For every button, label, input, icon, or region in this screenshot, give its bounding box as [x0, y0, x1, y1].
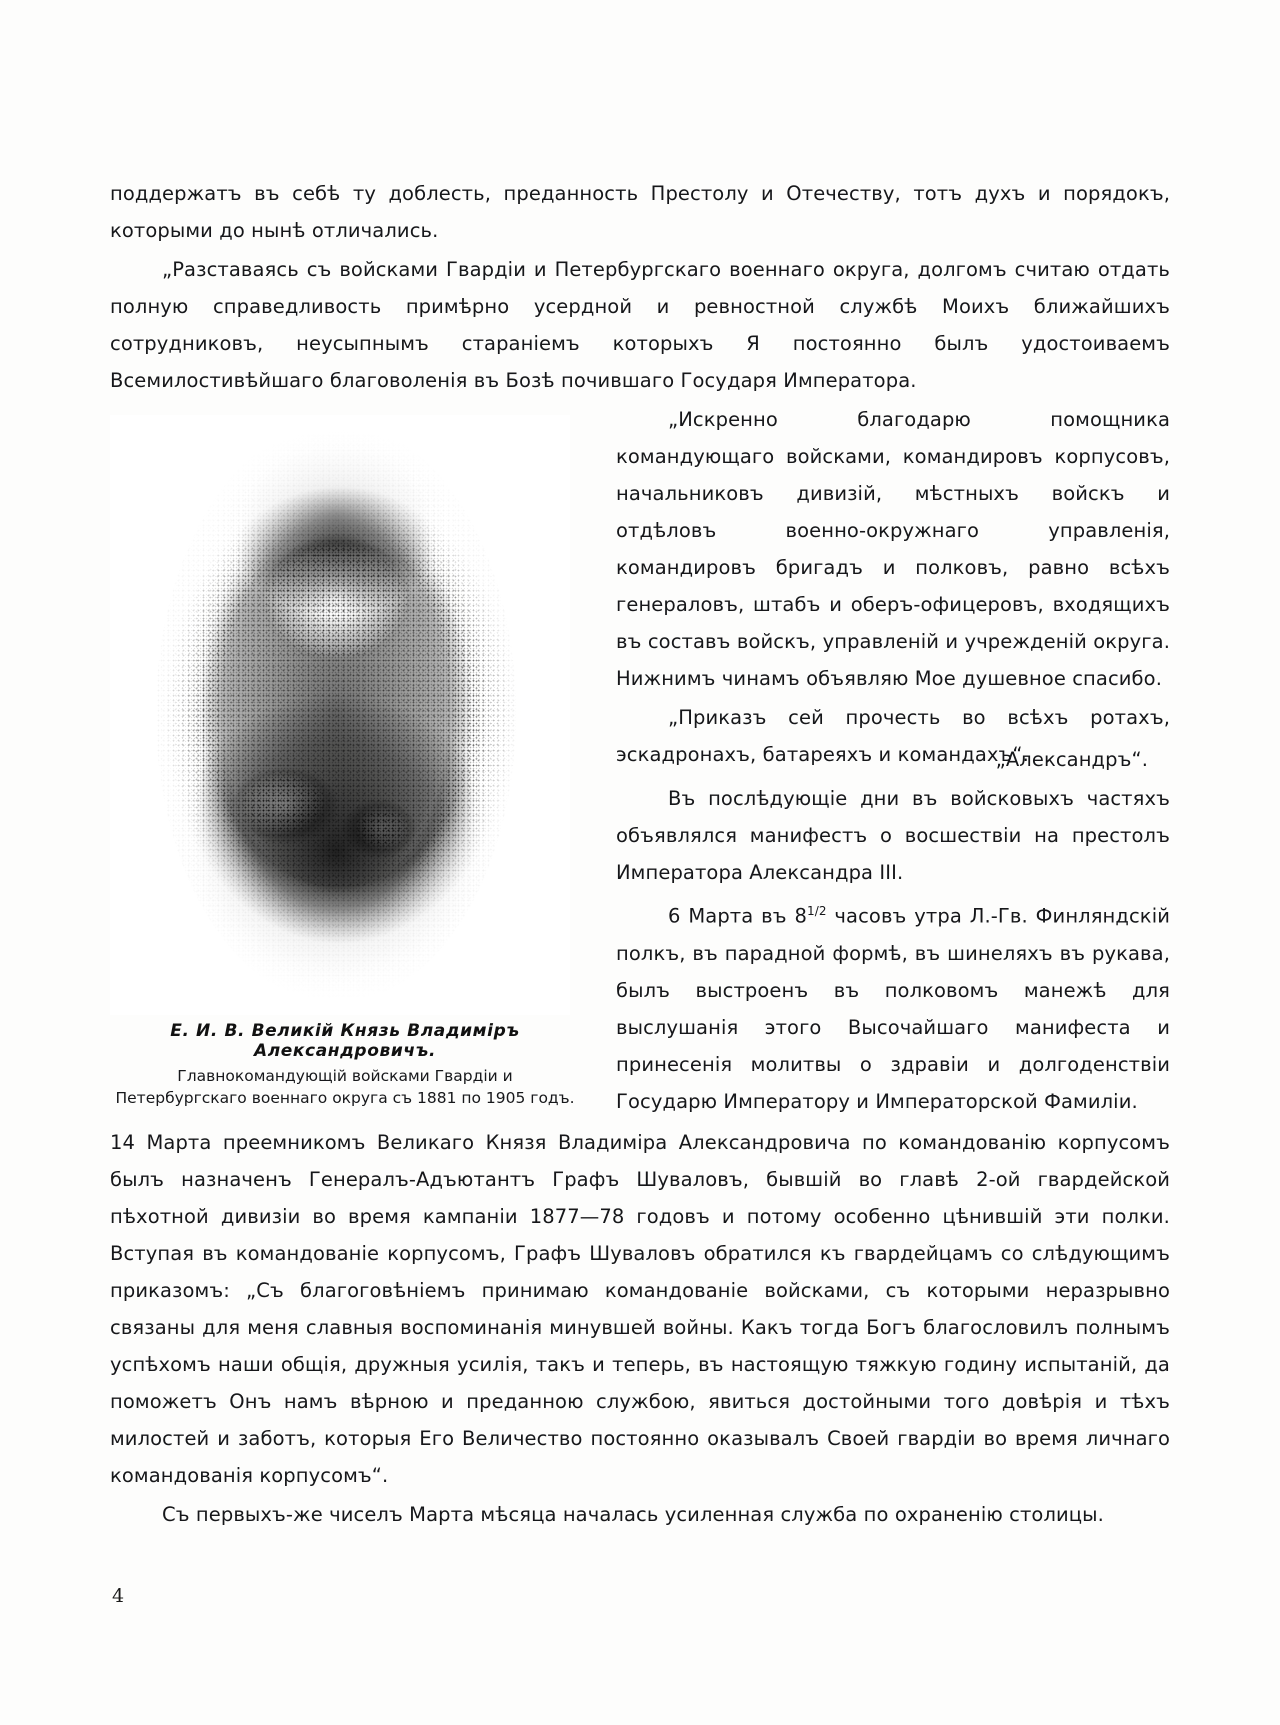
intro-block: [110, 175, 1170, 399]
paragraph-shuvalov: 14 Марта преемникомъ Великаго Князя Владиміра Александровича по командованію корпусомъ былъ назначенъ Генералъ-Адъютантъ Графъ Шуваловъ, бывшій во главѣ 2-ой гвардейской пѣхотной дивизіи во время кампаніи 1877—78 годовъ и потому особенно цѣнившій эти полки. Вступая въ командованіе корпусомъ, Графъ Шуваловъ обратился къ гвардейцамъ со слѣдующимъ приказомъ: „Съ благоговѣніемъ принимаю командованіе войсками, съ которыми неразрывно связаны для меня славныя воспоминанія минувшей войны. Какъ тогда Богъ благословилъ полнымъ успѣхомъ наши общія, дружныя усилія, такъ и теперь, въ настоящую тяжкую годину испытаній, да поможетъ Онъ намъ вѣрною и преданною службою, явиться достойными того довѣрія и тѣхъ милостей и заботъ, которыя Его Величество постоянно оказывалъ Своей гвардіи во время личнаго командованія корпусомъ“.: [110, 1130, 1170, 1487]
paragraph-read-order: „Приказъ сей прочесть во всѣхъ ротахъ, эскадронахъ, батареяхъ и командахъ“.: [616, 706, 1170, 766]
time-suffix: часовъ утра Л.-Гв.: [826, 904, 1028, 928]
paragraph-march-6-rest: Финляндскій полкъ, въ парадной формѣ, въ шинеляхъ въ рукава, былъ выстроенъ въ полковомъ манежѣ для выслушанія этого Высочайшаго манифеста и принесенія молитвы о здравіи и долгоденствіи Государю Императору и Императорской Фамиліи.: [616, 904, 1170, 1113]
paragraph-capital-service: Съ первыхъ-же чиселъ Марта мѣсяца началась усиленная служба по охраненію столицы.: [162, 1502, 1104, 1526]
page-number: 4: [112, 1585, 125, 1607]
portrait-oval-icon: [156, 423, 516, 1003]
time-fraction: 1/2: [806, 904, 827, 918]
paragraph-continuation: поддержатъ въ себѣ ту доблесть, преданность Престолу и Отечеству, тотъ духъ и порядокъ, которыми до нынѣ отличались.: [110, 182, 1170, 242]
paragraph-order-quote: „Разставаясь съ войсками Гвардіи и Петербургскаго военнаго округа, долгомъ считаю отдать полную справедливость примѣрно усердной и ревностной службѣ Моихъ ближайшихъ сотрудниковъ, неусыпнымъ стараніемъ которыхъ Я постоянно былъ удостоиваемъ Всемилостивѣйшаго благоволенія въ Бозѣ почившаго Государя Императора.: [110, 258, 1170, 392]
portrait-figure: [110, 415, 580, 1109]
order-signature: „Александръ“.: [995, 748, 1148, 771]
figure-caption-subtitle: Главнокомандующій войсками Гвардіи и Петербургскаго военнаго округа съ 1881 по 1905 годъ.: [115, 1067, 575, 1107]
paragraph-manifest: Въ послѣдующіе дни въ войсковыхъ частяхъ объявлялся манифестъ о восшествіи на престолъ Императора Александра III.: [616, 787, 1170, 884]
paragraph-thanks: „Искренно благодарю помощника командующаго войсками, командировъ корпусовъ, начальниковъ дивизій, мѣстныхъ войскъ и отдѣловъ военно-окружнаго управленія, командировъ бригадъ и полковъ, равно всѣхъ генераловъ, штабъ и оберъ-офицеровъ, входящихъ въ составъ войскъ, управленій и учрежденій округа. Нижнимъ чинамъ объявляю Мое душевное спасибо.: [616, 408, 1170, 690]
portrait-image: [110, 415, 570, 1015]
figure-caption: [110, 1021, 580, 1109]
time-prefix: 6 Марта въ 8: [668, 904, 807, 928]
page-content: [110, 175, 1170, 1535]
bottom-block: [110, 1124, 1170, 1533]
halftone-grain-overlay: [156, 423, 516, 1003]
figure-and-column-block: [110, 401, 1170, 1122]
figure-caption-title: Е. И. В. Великій Князь Владиміръ Александровичъ.: [170, 1021, 520, 1061]
